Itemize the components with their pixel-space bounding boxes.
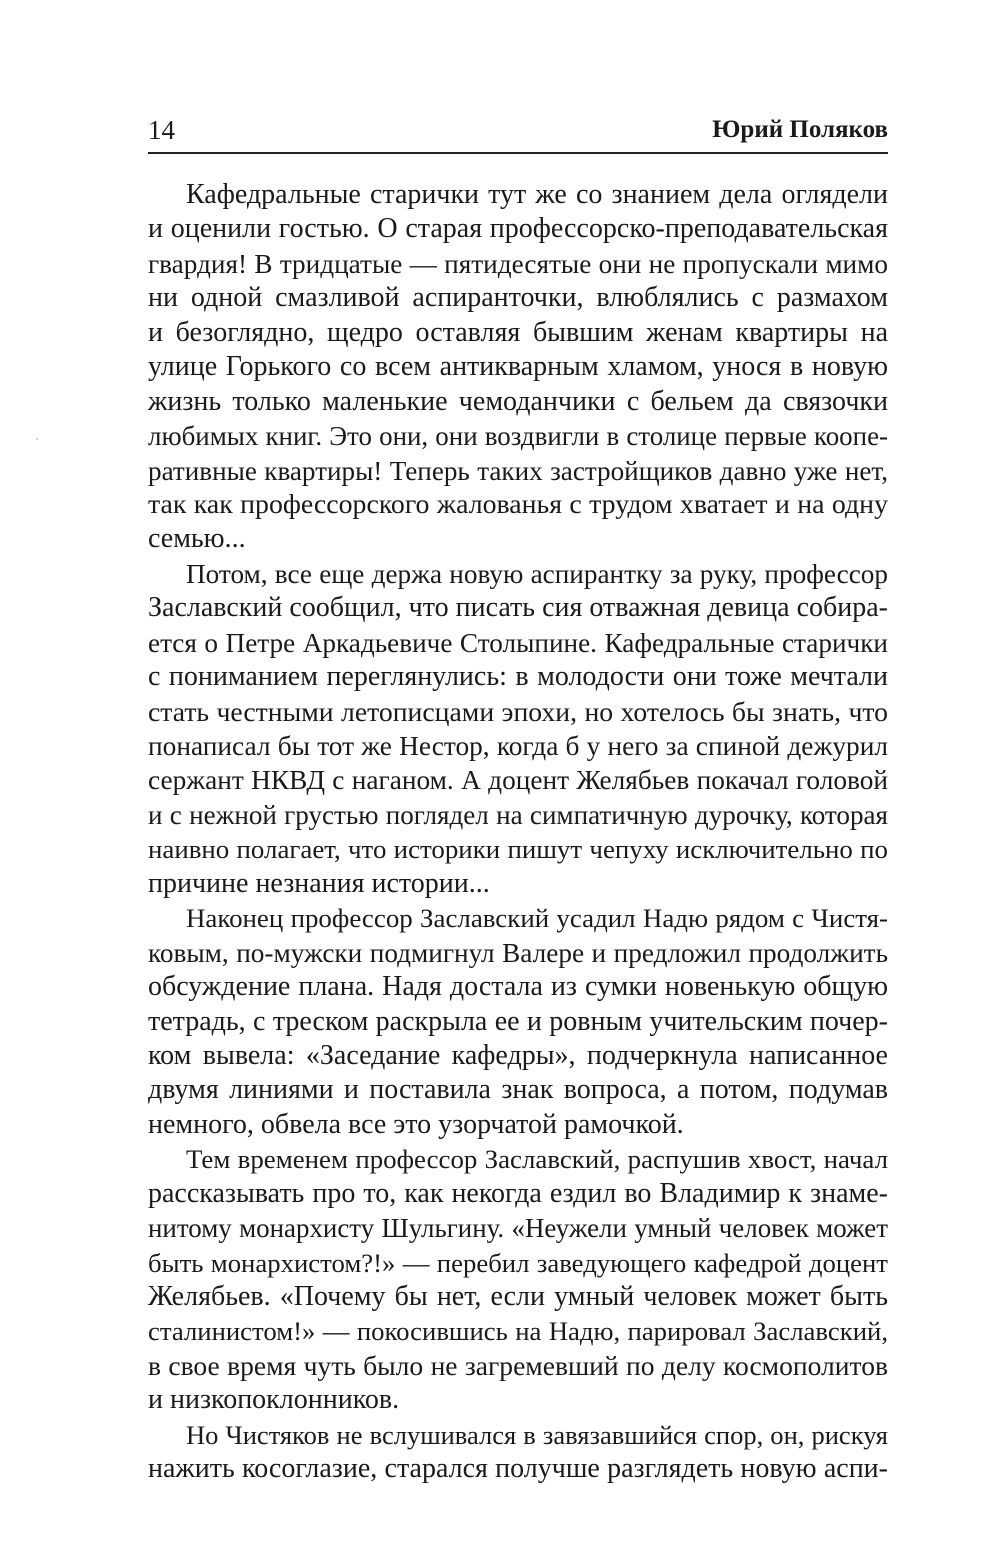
text-line: наивно полагает, что историки пишут чепуху исключительно по	[148, 834, 888, 865]
text-line: ется о Петре Аркадьевиче Столыпине. Кафедральные старички	[148, 627, 888, 658]
page-number: 14	[148, 115, 175, 145]
text-line: ни одной смазливой аспиранточки, влюблялись с размахом	[148, 282, 888, 314]
text-line: Тем временем профессор Заславский, распушив хвост, начал	[186, 1144, 888, 1175]
text-line: тетрадь, с треском раскрыла ее и ровным учительским почер-	[148, 1005, 888, 1037]
text-line: с пониманием переглянулись: в молодости они тоже мечтали	[148, 661, 888, 693]
text-line: и безоглядно, щедро оставляя бывшим женам квартиры на	[148, 316, 888, 348]
author-name: Юрий Поляков	[712, 116, 888, 143]
text-line: быть монархистом?!» — перебил заведующего кафедрой доцент	[148, 1247, 888, 1278]
text-line: причине незнания истории...	[148, 867, 490, 899]
text-line: нитому монархисту Шульгину. «Неужели умный человек может	[148, 1213, 888, 1244]
text-line: и низкопоклонников.	[148, 1384, 400, 1416]
text-line: Но Чистяков не вслушивался в завязавшийся спор, он, рискуя	[186, 1419, 888, 1450]
text-line: любимых книг. Это они, они воздвигли в столице первые коопе-	[148, 421, 888, 452]
text-line: немного, обвела все это узорчатой рамочкой.	[148, 1108, 684, 1140]
text-line: ком вывела: «Заседание кафедры», подчеркнула написанное	[148, 1039, 888, 1071]
text-line: улице Горького со всем антикварным хламом, унося в новую	[148, 351, 888, 383]
text-line: обсуждение плана. Надя достала из сумки новенькую общую	[148, 971, 888, 1003]
text-line: жизнь только маленькие чемоданчики с бельем да связочки	[148, 385, 888, 417]
text-line: семью...	[148, 523, 246, 555]
text-line: рассказывать про то, как некогда ездил во Владимир к знаме-	[148, 1177, 888, 1209]
text-line: и с нежной грустью поглядел на симпатичную дурочку, которая	[148, 799, 888, 830]
running-head	[148, 112, 888, 154]
margin-speck	[36, 438, 38, 440]
text-line: Кафедральные старички тут же со знанием дела оглядели	[186, 179, 888, 210]
text-line: в свое время чуть было не загремевший по делу космополитов	[148, 1349, 888, 1381]
text-line: Наконец профессор Заславский усадил Надю рядом с Чистя-	[186, 903, 888, 934]
text-line: ративные квартиры! Теперь таких застройщиков давно уже нет,	[148, 455, 888, 486]
text-line: сержант НКВД с наганом. А доцент Желябьев покачал головой	[148, 765, 888, 796]
text-line: и оценили гостью. О старая профессорско-преподавательская	[148, 213, 888, 245]
text-line: стать честными летописцами эпохи, но хотелось бы знать, что	[148, 695, 888, 727]
text-line: ковым, по-мужски подмигнул Валере и предложил продолжить	[148, 937, 888, 968]
text-line: двумя линиями и поставила знак вопроса, а потом, подумав	[148, 1074, 888, 1106]
text-line: Желябьев. «Почему бы нет, если умный человек может быть	[148, 1281, 888, 1312]
text-line: сталинистом!» — покосившись на Надю, парировал Заславский,	[148, 1316, 888, 1347]
text-line: нажить косоглазие, старался получше разглядеть новую аспи-	[148, 1453, 888, 1485]
text-line: так как профессорского жалованья с трудом хватает и на одну	[148, 488, 888, 520]
text-line: Потом, все еще держа новую аспирантку за руку, профессор	[186, 558, 888, 589]
text-line: понаписал бы тот же Нестор, когда б у него за спиной дежурил	[148, 731, 888, 761]
text-line: Заславский сообщил, что писать сия отважная девица собира-	[148, 592, 888, 624]
body-text	[148, 178, 888, 1487]
text-line: гвардия! В тридцатые — пятидесятые они не пропускали мимо	[148, 248, 888, 279]
